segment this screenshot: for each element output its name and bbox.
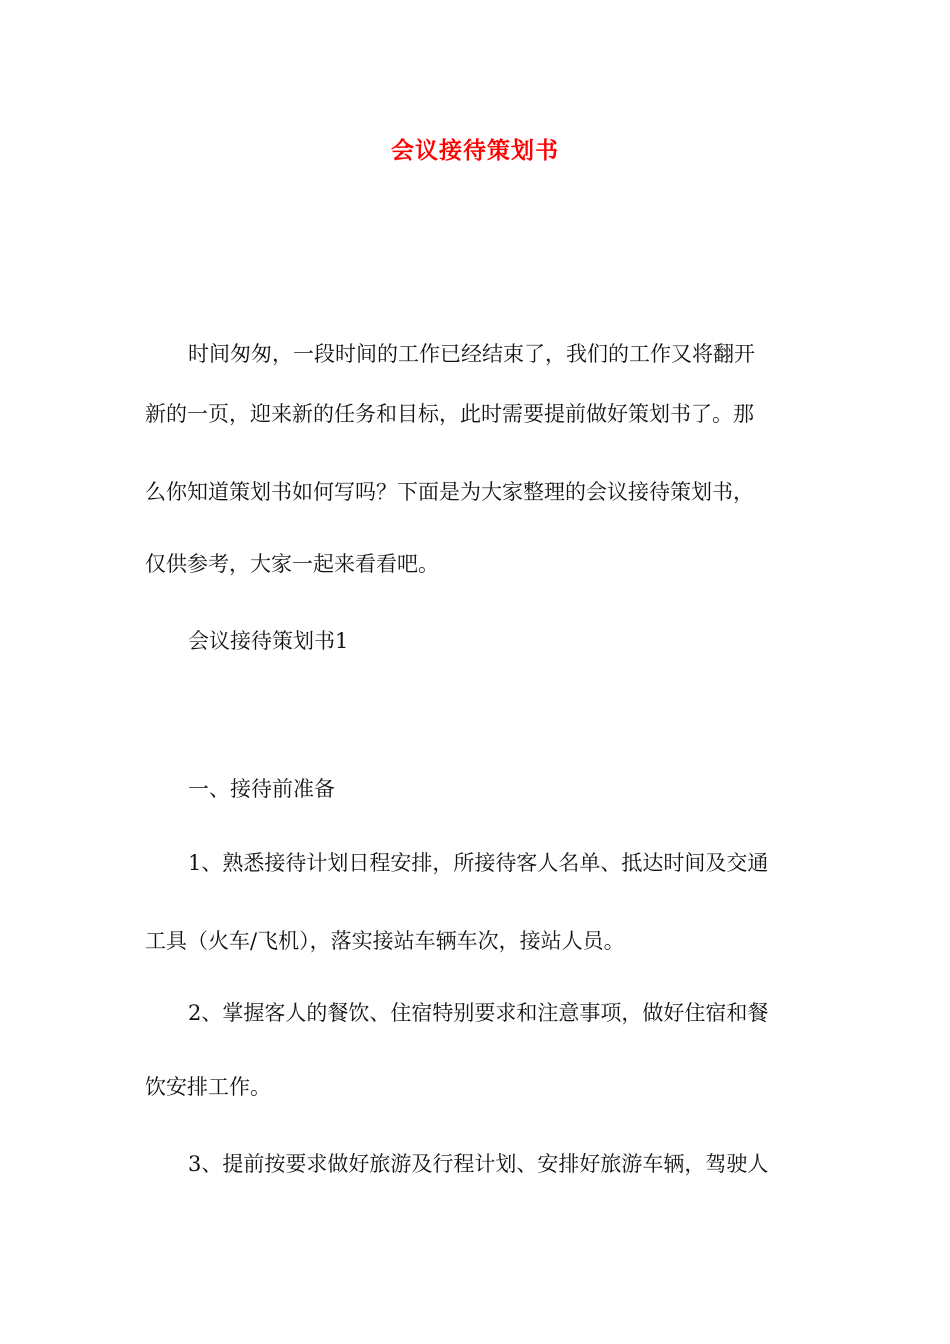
intro-line-4: 仅供参考，大家一起来看看吧。 — [145, 552, 439, 576]
item-3-line-1: 3、提前按要求做好旅游及行程计划、安排好旅游车辆，驾驶人 — [188, 1152, 769, 1176]
document-title: 会议接待策划书 — [391, 138, 559, 164]
item-2-line-1: 2、掌握客人的餐饮、住宿特别要求和注意事项，做好住宿和餐 — [188, 1001, 769, 1025]
intro-line-2: 新的一页，迎来新的任务和目标，此时需要提前做好策划书了。那 — [145, 402, 754, 426]
heading-prep: 一、接待前准备 — [188, 777, 335, 801]
section-title: 会议接待策划书1 — [188, 629, 349, 653]
item-1-line-2: 工具（火车/飞机），落实接站车辆车次，接站人员。 — [145, 929, 625, 953]
item-2-line-2: 饮安排工作。 — [145, 1075, 271, 1099]
intro-line-3: 么你知道策划书如何写吗？下面是为大家整理的会议接待策划书， — [145, 480, 754, 504]
item-1-line-1: 1、熟悉接待计划日程安排，所接待客人名单、抵达时间及交通 — [188, 851, 769, 875]
intro-line-1: 时间匆匆，一段时间的工作已经结束了，我们的工作又将翻开 — [188, 342, 755, 366]
